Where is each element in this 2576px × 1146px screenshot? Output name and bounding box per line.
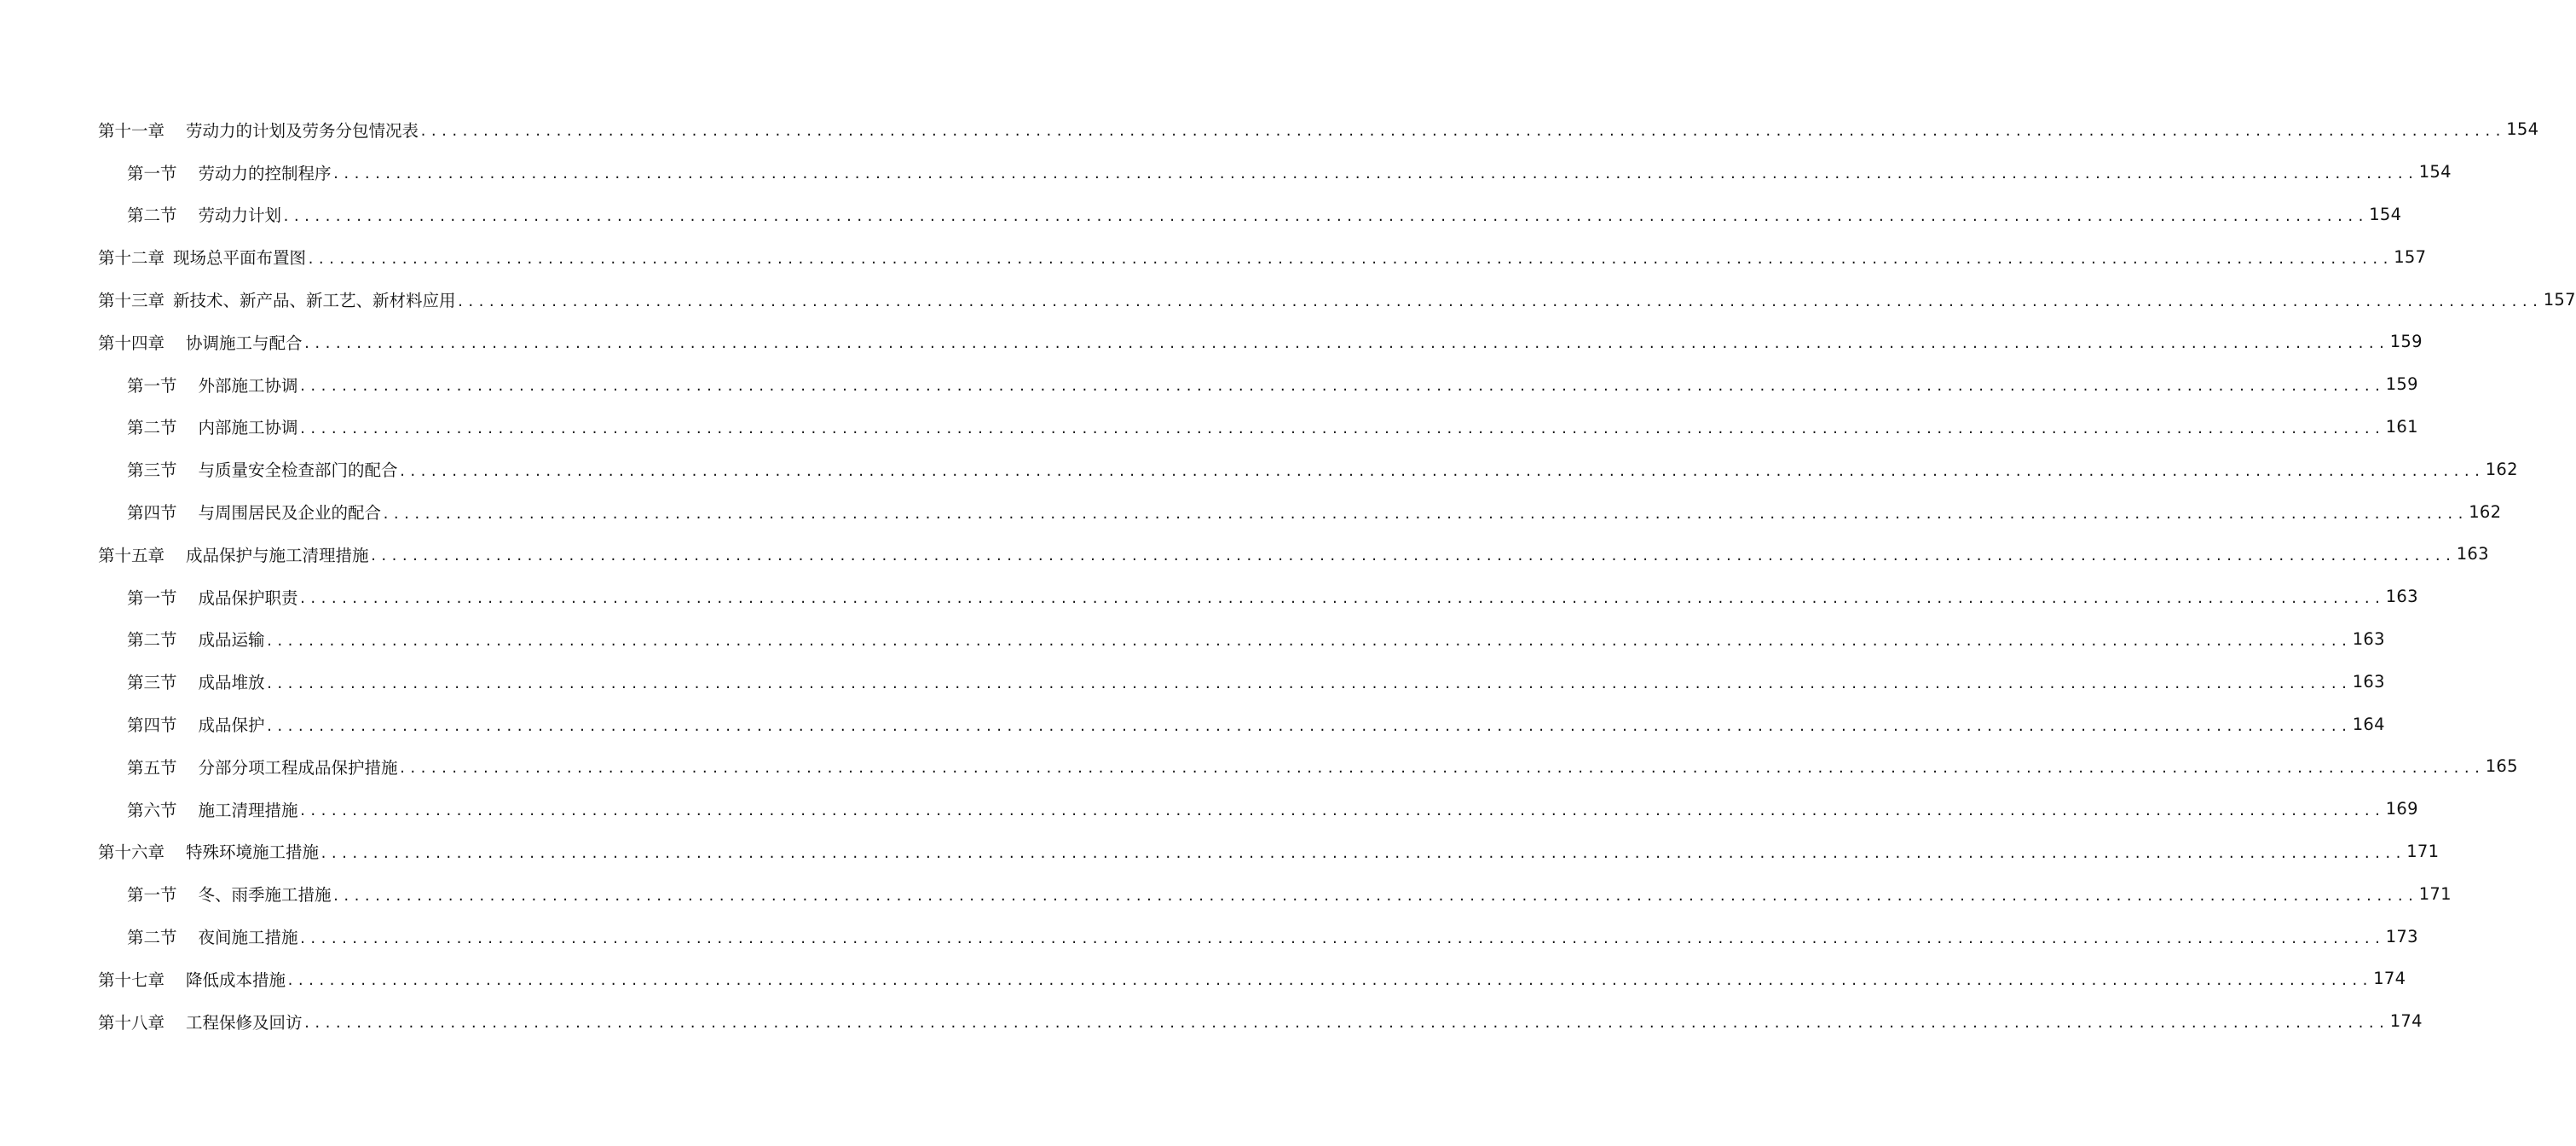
chapter-number: 第十一章 [98, 120, 165, 141]
dot-leader: ........................................................................................................................................................................................................ [398, 463, 2484, 479]
dot-leader: ........................................................................................................................................................................................................ [332, 166, 2417, 182]
toc-chapter-entry[interactable] [0, 235, 2427, 278]
dot-leader: ........................................................................................................................................................................................................ [456, 293, 2542, 310]
page-number: 157 [2543, 289, 2576, 310]
page-number: 154 [2506, 119, 2539, 140]
toc-section-entry[interactable] [0, 745, 2518, 788]
entry-title: 施工清理措施 [198, 800, 298, 820]
entry-title: 成品保护职责 [198, 587, 298, 608]
page-number: 157 [2394, 246, 2427, 267]
chapter-number: 第十六章 [98, 842, 165, 863]
entry-title: 成品运输 [198, 630, 265, 651]
entry-title: 成品保护 [198, 715, 265, 736]
dot-leader: ........................................................................................................................................................................................................ [307, 251, 2393, 267]
entry-title: 与质量安全检查部门的配合 [198, 460, 398, 481]
section-number: 第三节 [127, 460, 177, 481]
toc-chapter-entry[interactable] [0, 321, 2423, 363]
entry-title: 协调施工与配合 [186, 333, 303, 353]
chapter-number: 第十二章 [98, 248, 165, 269]
page-number: 173 [2385, 926, 2418, 946]
entry-title: 劳动力的计划及劳务分包情况表 [186, 120, 419, 141]
toc-section-entry[interactable] [0, 448, 2518, 490]
section-number: 第三节 [127, 673, 177, 693]
dot-leader: ........................................................................................................................................................................................................ [298, 591, 2384, 607]
page-number: 171 [2406, 841, 2440, 861]
toc-chapter-entry[interactable] [0, 1000, 2423, 1043]
toc-section-entry[interactable] [0, 151, 2452, 194]
entry-title: 冬、雨季施工措施 [198, 885, 332, 906]
dot-leader: ........................................................................................................................................................................................................ [298, 803, 2384, 819]
page-number: 163 [2456, 544, 2489, 564]
chapter-number: 第十七章 [98, 969, 165, 990]
toc-section-entry[interactable] [0, 915, 2418, 958]
dot-leader: ........................................................................................................................................................................................................ [419, 124, 2505, 140]
entry-title: 降低成本措施 [186, 969, 286, 990]
page-number: 164 [2352, 714, 2385, 734]
entry-title: 夜间施工措施 [198, 928, 298, 948]
entry-title: 工程保修及回访 [186, 1012, 303, 1033]
dot-leader: ........................................................................................................................................................................................................ [303, 1016, 2388, 1032]
section-number: 第六节 [127, 800, 177, 820]
toc-chapter-entry[interactable] [0, 831, 2440, 873]
dot-leader: ........................................................................................................................................................................................................ [286, 973, 2372, 989]
toc-section-entry[interactable] [0, 490, 2502, 533]
dot-leader: ........................................................................................................................................................................................................ [369, 548, 2455, 564]
toc-section-entry[interactable] [0, 788, 2418, 831]
entry-title: 劳动力计划 [198, 205, 282, 226]
entry-title: 新技术、新产品、新工艺、新材料应用 [173, 291, 456, 311]
dot-leader: ........................................................................................................................................................................................................ [298, 420, 2384, 437]
toc-section-entry[interactable] [0, 660, 2385, 703]
page-number: 161 [2385, 416, 2418, 437]
section-number: 第二节 [127, 928, 177, 948]
entry-title: 内部施工协调 [198, 418, 298, 438]
entry-title: 与周围居民及企业的配合 [198, 503, 382, 524]
section-number: 第二节 [127, 418, 177, 438]
entry-title: 现场总平面布置图 [173, 248, 307, 269]
page-number: 174 [2389, 1011, 2423, 1032]
page-number: 165 [2485, 756, 2518, 777]
section-number: 第四节 [127, 715, 177, 736]
page-number: 171 [2418, 883, 2452, 904]
section-number: 第一节 [127, 163, 177, 183]
chapter-number: 第十八章 [98, 1012, 165, 1033]
chapter-number: 第十五章 [98, 545, 165, 565]
entry-title: 外部施工协调 [198, 375, 298, 396]
dot-leader: ........................................................................................................................................................................................................ [320, 845, 2406, 861]
section-number: 第一节 [127, 375, 177, 396]
page-number: 163 [2352, 628, 2385, 649]
section-number: 第五节 [127, 757, 177, 778]
table-of-contents [0, 108, 2576, 1043]
page-number: 162 [2485, 459, 2518, 479]
dot-leader: ........................................................................................................................................................................................................ [282, 208, 2368, 224]
dot-leader: ........................................................................................................................................................................................................ [382, 506, 2468, 522]
dot-leader: ........................................................................................................................................................................................................ [265, 718, 2351, 734]
chapter-number: 第十三章 [98, 291, 165, 311]
toc-chapter-entry[interactable] [0, 278, 2576, 321]
page-number: 163 [2385, 587, 2418, 607]
page-number: 163 [2352, 671, 2385, 692]
toc-section-entry[interactable] [0, 703, 2385, 745]
dot-leader: ........................................................................................................................................................................................................ [265, 675, 2351, 692]
entry-title: 成品堆放 [198, 673, 265, 693]
toc-section-entry[interactable] [0, 194, 2402, 236]
section-number: 第四节 [127, 503, 177, 524]
toc-section-entry[interactable] [0, 406, 2418, 449]
toc-section-entry[interactable] [0, 872, 2452, 915]
page-number: 159 [2389, 332, 2423, 352]
toc-chapter-entry[interactable] [0, 108, 2539, 151]
chapter-number: 第十四章 [98, 333, 165, 353]
page-number: 154 [2418, 162, 2452, 182]
page-number: 169 [2385, 799, 2418, 819]
toc-section-entry[interactable] [0, 576, 2418, 618]
section-number: 第二节 [127, 205, 177, 226]
page-number: 154 [2369, 204, 2402, 224]
dot-leader: ........................................................................................................................................................................................................ [298, 379, 2384, 395]
toc-section-entry[interactable] [0, 363, 2418, 406]
entry-title: 成品保护与施工清理措施 [186, 545, 369, 565]
section-number: 第一节 [127, 587, 177, 608]
entry-title: 劳动力的控制程序 [198, 163, 332, 183]
entry-title: 分部分项工程成品保护措施 [198, 757, 398, 778]
section-number: 第二节 [127, 630, 177, 651]
toc-chapter-entry[interactable] [0, 533, 2489, 576]
dot-leader: ........................................................................................................................................................................................................ [265, 633, 2351, 649]
entry-title: 特殊环境施工措施 [186, 842, 320, 863]
dot-leader: ........................................................................................................................................................................................................ [332, 888, 2417, 904]
page-number: 159 [2385, 374, 2418, 395]
page-number: 162 [2469, 501, 2502, 522]
dot-leader: ........................................................................................................................................................................................................ [298, 930, 2384, 946]
dot-leader: ........................................................................................................................................................................................................ [398, 761, 2484, 777]
section-number: 第一节 [127, 885, 177, 906]
page-number: 174 [2373, 969, 2406, 989]
toc-chapter-entry[interactable] [0, 958, 2406, 1000]
dot-leader: ........................................................................................................................................................................................................ [303, 336, 2388, 352]
toc-section-entry[interactable] [0, 618, 2385, 661]
